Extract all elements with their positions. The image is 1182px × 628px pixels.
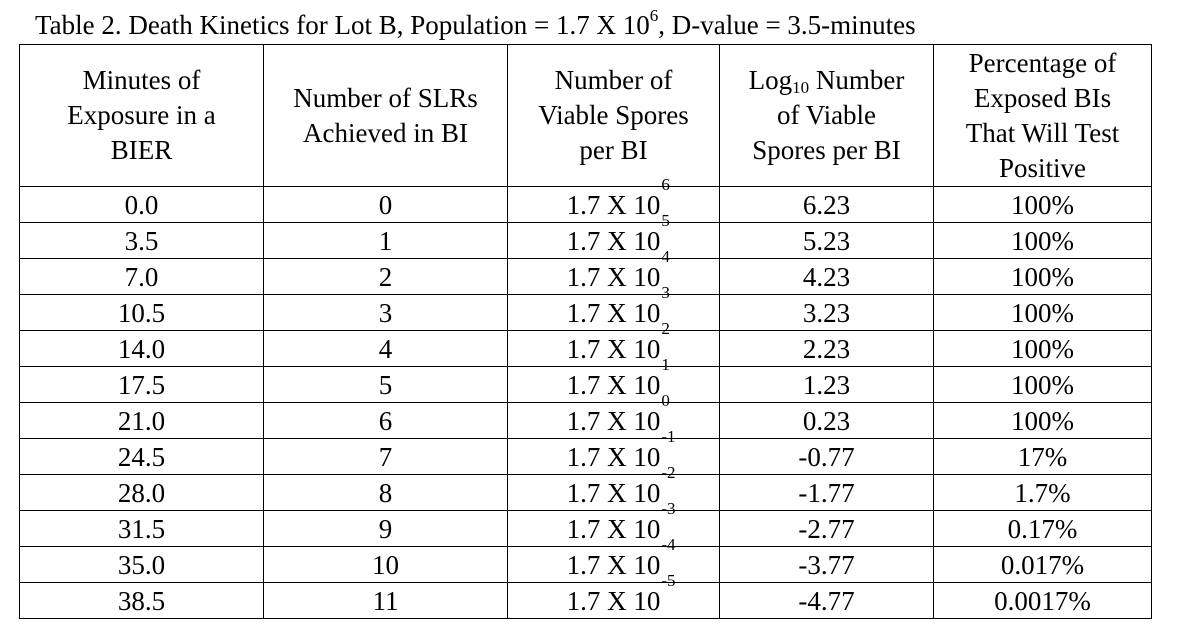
cell-minutes: 28.0: [20, 475, 264, 511]
cell-minutes: 38.5: [20, 583, 264, 619]
cell-minutes: 17.5: [20, 367, 264, 403]
cell-percent: 100%: [934, 403, 1152, 439]
table-row: [20, 547, 1152, 583]
cell-minutes: 0.0: [20, 187, 264, 223]
table-caption: [35, 8, 916, 42]
cell-spores: 1.7 X 10 6: [508, 187, 720, 223]
cell-slrs: 7: [264, 439, 508, 475]
cell-minutes: 10.5: [20, 295, 264, 331]
cell-log10: 4.23: [720, 259, 934, 295]
cell-minutes: 21.0: [20, 403, 264, 439]
cell-percent: 17%: [934, 439, 1152, 475]
cell-spores: 1.7 X 10 1: [508, 367, 720, 403]
cell-log10: 0.23: [720, 403, 934, 439]
cell-spores: 1.7 X 10 0: [508, 403, 720, 439]
cell-minutes: 7.0: [20, 259, 264, 295]
table-row: [20, 439, 1152, 475]
cell-spores: 1.7 X 10 -3: [508, 511, 720, 547]
header-viable-spores: Number of Viable Spores per BI: [508, 45, 720, 187]
cell-log10: 1.23: [720, 367, 934, 403]
cell-log10: -3.77: [720, 547, 934, 583]
table-row: [20, 295, 1152, 331]
cell-percent: 100%: [934, 295, 1152, 331]
table-row: [20, 403, 1152, 439]
cell-slrs: 4: [264, 331, 508, 367]
cell-slrs: 3: [264, 295, 508, 331]
cell-log10: 3.23: [720, 295, 934, 331]
cell-log10: 5.23: [720, 223, 934, 259]
cell-slrs: 10: [264, 547, 508, 583]
cell-minutes: 14.0: [20, 331, 264, 367]
cell-log10: 2.23: [720, 331, 934, 367]
cell-log10: 6.23: [720, 187, 934, 223]
cell-percent: 100%: [934, 259, 1152, 295]
cell-minutes: 3.5: [20, 223, 264, 259]
table-row: [20, 223, 1152, 259]
cell-slrs: 9: [264, 511, 508, 547]
cell-percent: 100%: [934, 187, 1152, 223]
cell-spores: 1.7 X 10 5: [508, 223, 720, 259]
death-kinetics-table: [19, 44, 1152, 619]
cell-minutes: 24.5: [20, 439, 264, 475]
table-row: [20, 511, 1152, 547]
cell-slrs: 0: [264, 187, 508, 223]
header-percentage-positive: Percentage of Exposed BIs That Will Test Positive: [934, 45, 1152, 187]
table-row: [20, 583, 1152, 619]
caption-exponent: 6: [649, 6, 659, 25]
cell-percent: 100%: [934, 223, 1152, 259]
cell-spores: 1.7 X 10 -4: [508, 547, 720, 583]
cell-log10: -4.77: [720, 583, 934, 619]
header-log10-spores: Log10 Number of Viable Spores per BI: [720, 45, 934, 187]
table-row: [20, 367, 1152, 403]
cell-slrs: 6: [264, 403, 508, 439]
header-row: [20, 45, 1152, 187]
cell-slrs: 2: [264, 259, 508, 295]
table-row: [20, 187, 1152, 223]
cell-slrs: 8: [264, 475, 508, 511]
cell-slrs: 11: [264, 583, 508, 619]
cell-percent: 1.7%: [934, 475, 1152, 511]
table-row: [20, 331, 1152, 367]
cell-spores: 1.7 X 10 2: [508, 331, 720, 367]
cell-minutes: 35.0: [20, 547, 264, 583]
cell-percent: 0.0017%: [934, 583, 1152, 619]
cell-percent: 100%: [934, 367, 1152, 403]
cell-log10: -2.77: [720, 511, 934, 547]
cell-spores: 1.7 X 10 4: [508, 259, 720, 295]
cell-slrs: 1: [264, 223, 508, 259]
header-minutes: Minutes of Exposure in a BIER: [20, 45, 264, 187]
header-slrs: Number of SLRs Achieved in BI: [264, 45, 508, 187]
caption-text: Table 2. Death Kinetics for Lot B, Population = 1.7 X 10: [35, 10, 650, 40]
cell-spores: 1.7 X 10 -5: [508, 583, 720, 619]
cell-minutes: 31.5: [20, 511, 264, 547]
table-row: [20, 475, 1152, 511]
table-row: [20, 259, 1152, 295]
cell-spores: 1.7 X 10 -2: [508, 475, 720, 511]
cell-percent: 0.017%: [934, 547, 1152, 583]
cell-spores: 1.7 X 10 3: [508, 295, 720, 331]
cell-log10: -0.77: [720, 439, 934, 475]
cell-percent: 100%: [934, 331, 1152, 367]
cell-spores: 1.7 X 10 -1: [508, 439, 720, 475]
cell-percent: 0.17%: [934, 511, 1152, 547]
cell-slrs: 5: [264, 367, 508, 403]
caption-text-tail: , D-value = 3.5-minutes: [658, 10, 916, 40]
cell-log10: -1.77: [720, 475, 934, 511]
